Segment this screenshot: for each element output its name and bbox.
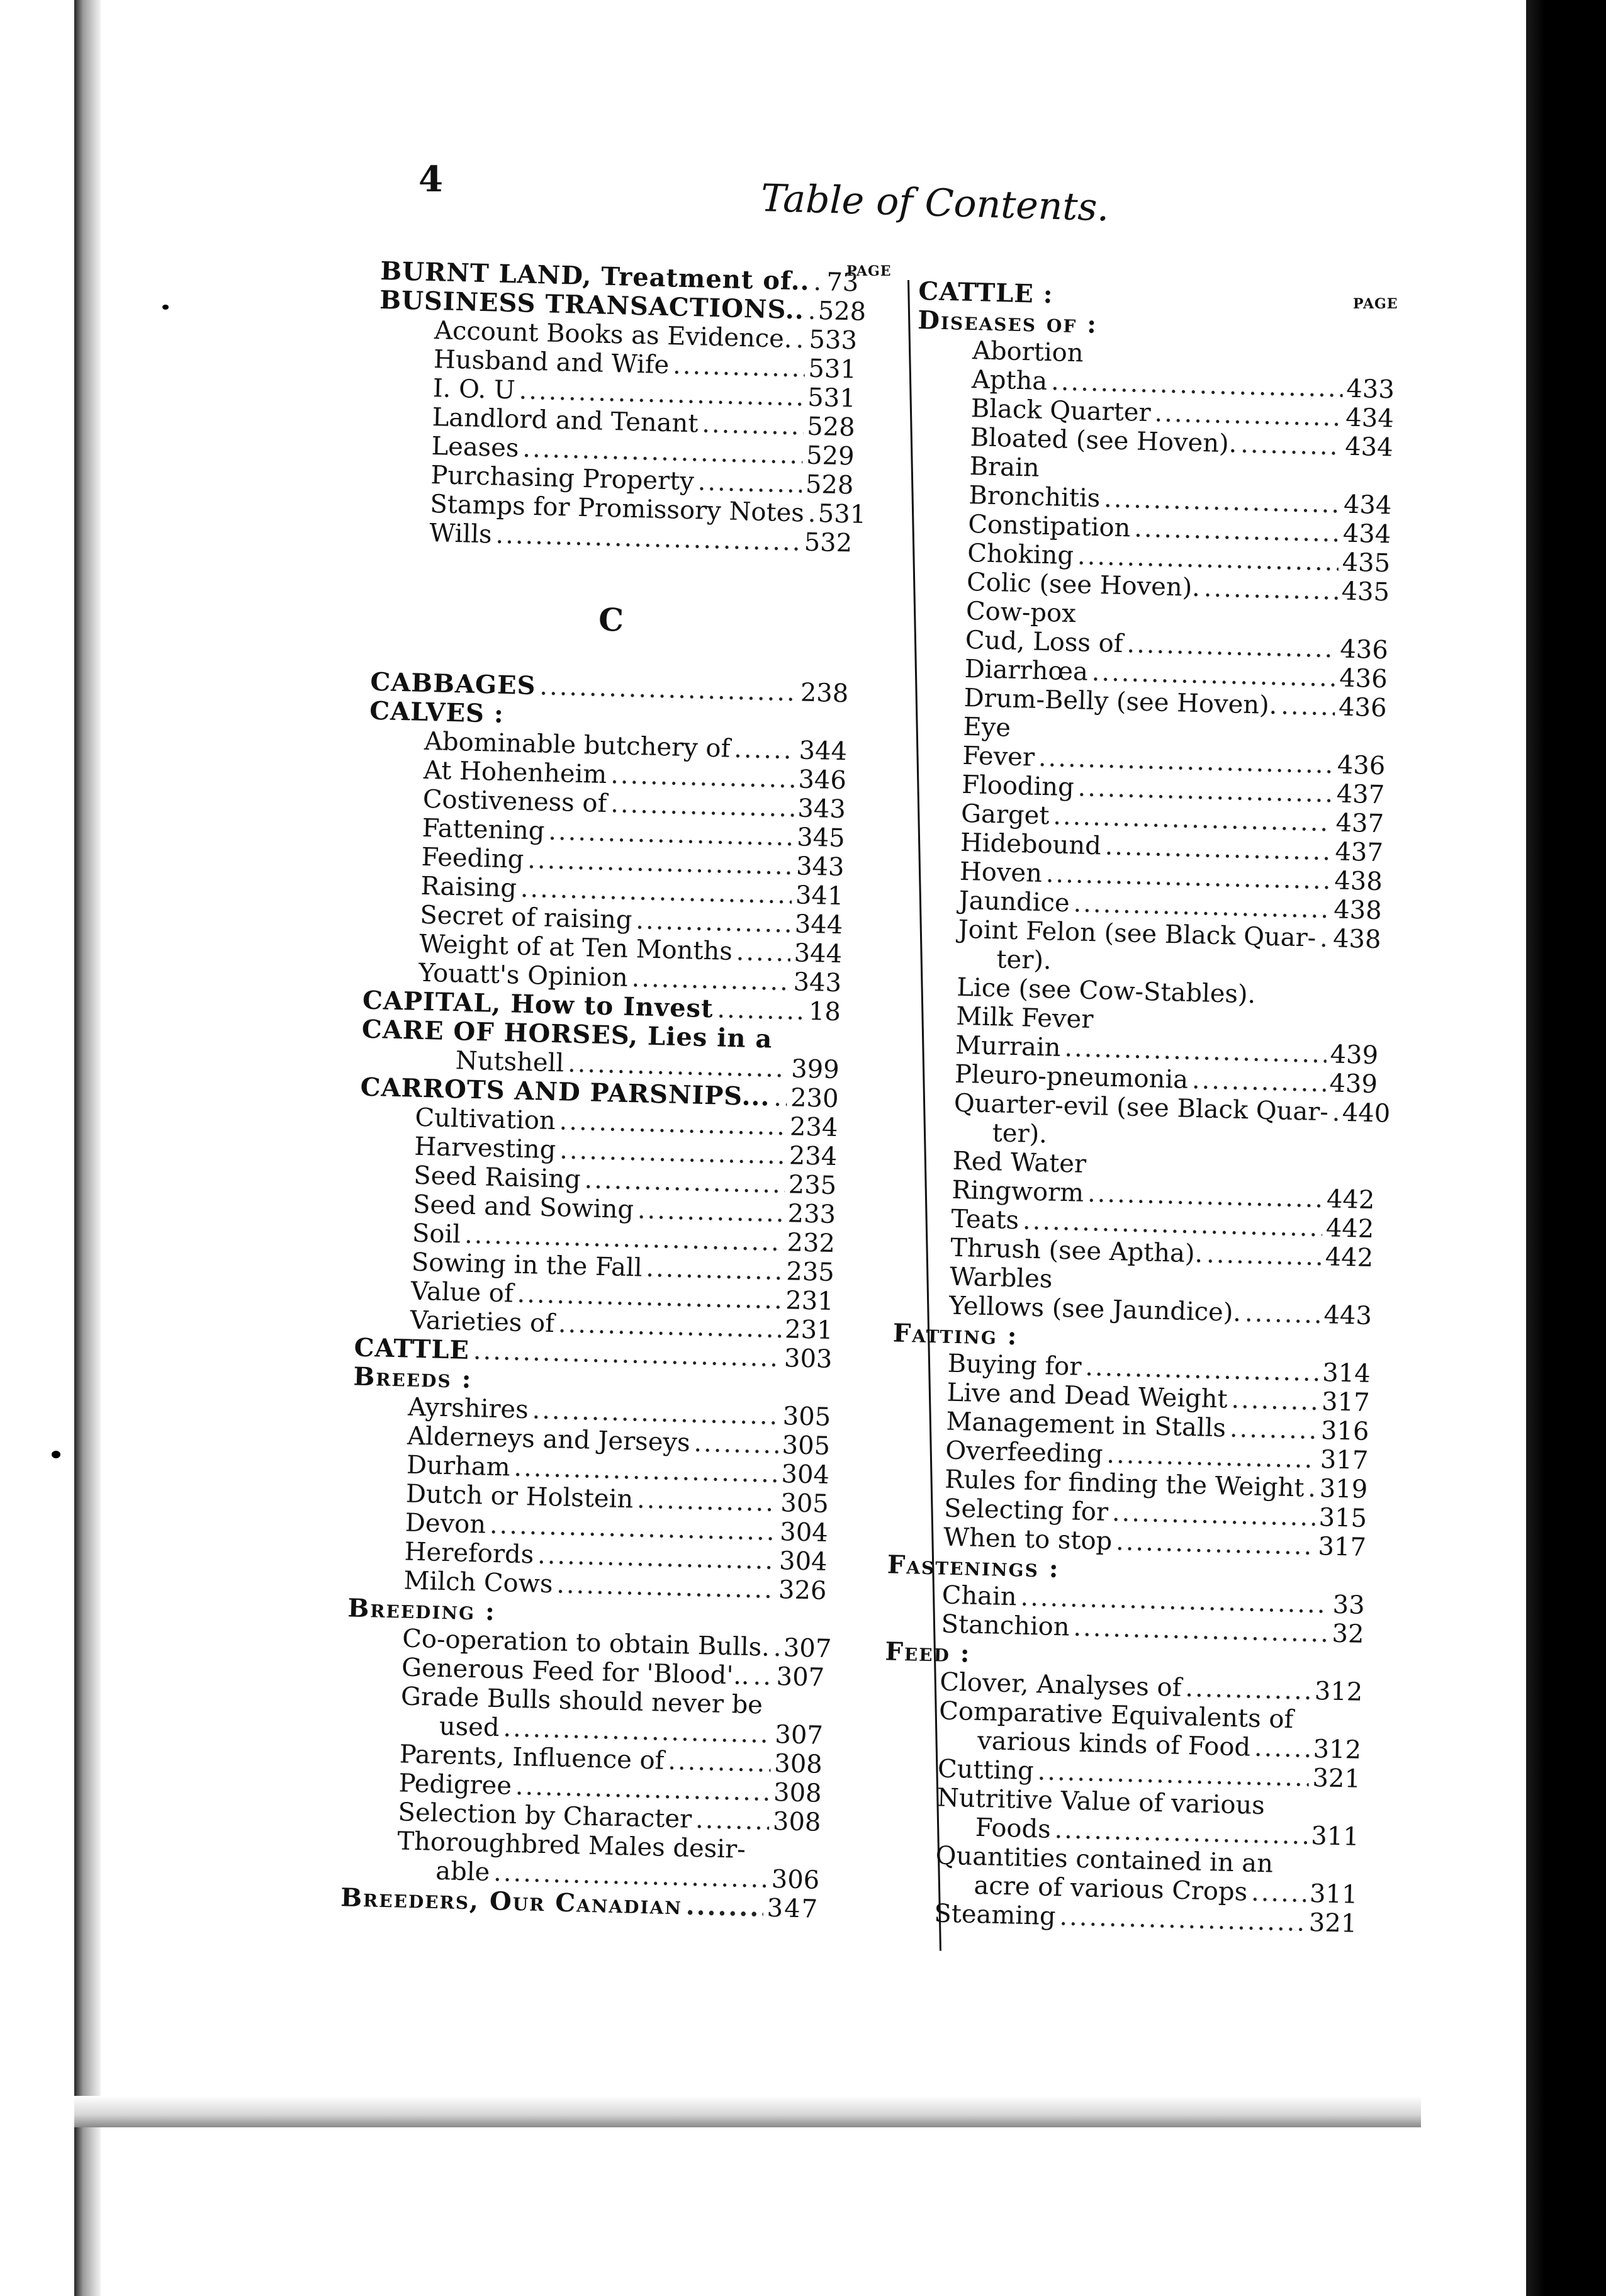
toc-page-number: 433	[1345, 374, 1395, 405]
toc-dot-leader	[807, 499, 814, 528]
toc-entry-title: Eye	[962, 712, 1011, 743]
toc-entry-title: Nutshell	[455, 1046, 564, 1078]
toc-entry-title: Yellows (see Jaundice).	[948, 1291, 1242, 1327]
toc-entry-title: Thoroughbred Males desir-	[396, 1826, 746, 1864]
toc-page-number: 308	[773, 1777, 823, 1808]
toc-page-number: 440	[1342, 1098, 1391, 1128]
toc-page-number: 304	[778, 1546, 828, 1577]
toc-entry-title: Stanchion	[941, 1609, 1070, 1642]
toc-entry-title: various kinds of Food	[977, 1726, 1251, 1762]
toc-dot-leader	[1059, 1902, 1306, 1937]
toc-entry-title: Abortion	[972, 336, 1084, 368]
toc-dot-leader	[1320, 924, 1330, 953]
toc-page-number: 344	[794, 909, 843, 940]
toc-page-number: 443	[1323, 1300, 1373, 1331]
toc-right-column	[879, 277, 1397, 1939]
toc-dot-leader	[717, 994, 806, 1025]
scan-speck	[162, 305, 169, 310]
toc-entry-title: Steaming	[933, 1899, 1057, 1932]
toc-dot-leader	[1111, 1498, 1315, 1532]
toc-entry-title: Landlord and Tenant	[432, 403, 699, 439]
toc-entry-title: Bloated (see Hoven).	[970, 423, 1237, 459]
toc-dot-leader	[637, 1195, 784, 1228]
toc-entry-title: Cutting	[937, 1754, 1035, 1786]
toc-entry-title: Account Books as Evidence.	[434, 316, 793, 354]
toc-dot-leader	[1281, 691, 1335, 721]
toc-entry-title: Foods	[975, 1813, 1052, 1844]
toc-group-c	[340, 668, 849, 1924]
toc-page-number: 528	[806, 412, 856, 442]
toc-entry-title: Red Water	[952, 1146, 1087, 1179]
page-column-label-left: PAGE	[846, 263, 892, 279]
toc-dot-leader	[668, 1747, 771, 1778]
toc-dot-leader	[1206, 1240, 1322, 1271]
toc-entry-title: Aptha	[971, 365, 1048, 397]
toc-dot-leader	[1251, 1878, 1306, 1908]
toc-entry-title: Cow-pox	[965, 596, 1077, 629]
toc-entry-title: Soil	[412, 1218, 461, 1249]
toc-page-number: 442	[1325, 1242, 1374, 1273]
toc-entry-title: ter).	[996, 945, 1052, 976]
toc-entry-title: Youatt's Opinion	[418, 958, 629, 993]
toc-dot-leader	[773, 1633, 780, 1662]
toc-entry-title: Bronchitis	[968, 481, 1101, 514]
toc-entry-title: Weight of at Ten Months	[418, 929, 733, 966]
toc-page-number: 230	[790, 1083, 840, 1114]
toc-dot-leader	[736, 937, 790, 967]
toc-page-number: 438	[1334, 866, 1383, 897]
toc-dot-leader	[636, 906, 792, 938]
toc-page-number: 434	[1345, 403, 1395, 434]
scan-left-edge	[74, 0, 101, 2296]
toc-page-number: 312	[1314, 1677, 1363, 1707]
toc-page-number: 305	[782, 1402, 831, 1432]
toc-entry-title: Stamps for Promissory Notes	[429, 490, 805, 528]
toc-entry-title: Costiveness of	[422, 784, 607, 819]
toc-entry-title: Milk Fever	[955, 1001, 1094, 1035]
toc-page-number: 436	[1339, 634, 1389, 665]
page-column-label-right: PAGE	[1353, 296, 1398, 312]
toc-page-number: 435	[1341, 577, 1390, 607]
toc-entry-title: Brain	[969, 452, 1040, 483]
toc-entry-title: Milch Cows	[403, 1566, 553, 1599]
toc-dot-leader	[584, 1165, 785, 1199]
toc-page-number: 308	[772, 1806, 821, 1837]
toc-page-number: 231	[784, 1315, 834, 1346]
toc-page-number: 238	[800, 678, 849, 709]
toc-entry-title: able	[435, 1856, 490, 1887]
toc-entry-title: Varieties of	[410, 1305, 555, 1339]
toc-entry-title: used	[439, 1711, 500, 1743]
page-number: 4	[418, 159, 443, 200]
toc-entry-title: Seed Raising	[413, 1161, 581, 1195]
toc-page-number: 33	[1332, 1590, 1366, 1620]
toc-page-number: 442	[1326, 1185, 1375, 1215]
toc-dot-leader	[1191, 1066, 1326, 1098]
toc-entry-title: Breeders, Our Canadian	[340, 1882, 683, 1921]
toc-page-number: 317	[1320, 1445, 1369, 1476]
toc-dot-leader	[1073, 1613, 1328, 1648]
toc-page-number: 312	[1313, 1735, 1362, 1765]
toc-entry-title: Pedigree	[398, 1769, 512, 1801]
toc-page-number: 317	[1321, 1387, 1371, 1418]
toc-entry-title: Quarter-evil (see Black Quar-	[953, 1088, 1329, 1127]
toc-page-number: 528	[805, 470, 854, 500]
toc-entry-title: Nutritive Value of various	[936, 1783, 1266, 1821]
toc-page-number: 321	[1308, 1908, 1357, 1939]
toc-entry-title: Durham	[406, 1450, 511, 1482]
toc-page-number: 532	[804, 527, 853, 558]
toc-entry-title: Generous Feed for 'Blood'..	[401, 1653, 750, 1691]
toc-page-number: 347	[766, 1893, 819, 1924]
toc-entry-title: At Hohenheim	[423, 755, 607, 790]
toc-entry-title: Selection by Character	[398, 1798, 692, 1834]
toc-entry-title: CALVES :	[369, 695, 505, 729]
toc-dot-leader	[685, 1892, 763, 1923]
toc-page-number: 434	[1344, 432, 1394, 463]
toc-entry-title: Raising	[420, 871, 517, 903]
toc-entry-title: Cud, Loss of	[965, 625, 1124, 659]
toc-dot-leader	[646, 1254, 783, 1286]
toc-entry-title: Teats	[950, 1204, 1019, 1235]
toc-entry-title: Quantities contained in an	[935, 1841, 1274, 1879]
toc-page-number: 315	[1318, 1503, 1367, 1533]
toc-page-number: 321	[1311, 1764, 1361, 1794]
toc-entry-title: Ayrshires	[407, 1392, 529, 1425]
toc-entry-title: Fastenings :	[887, 1550, 1060, 1584]
toc-page-number: 326	[778, 1575, 827, 1606]
toc-entry-title: Alderneys and Jerseys	[407, 1421, 691, 1458]
toc-entry-title: Hidebound	[960, 828, 1102, 861]
page-title: Table of Contents.	[760, 176, 1110, 230]
toc-dot-leader	[694, 1429, 778, 1460]
toc-page-number: 311	[1309, 1879, 1358, 1910]
toc-page-number: 345	[796, 823, 846, 853]
toc-page-number: 531	[807, 383, 856, 414]
toc-page-number: 344	[799, 736, 848, 767]
toc-page-number: 308	[773, 1748, 823, 1779]
toc-entry-title: Live and Dead Weight	[946, 1378, 1228, 1414]
toc-page-number: 304	[779, 1517, 829, 1548]
toc-page-number: 346	[797, 765, 847, 796]
toc-entry-title: Value of	[410, 1276, 514, 1308]
toc-page-number: 234	[789, 1141, 838, 1172]
toc-group-b	[374, 256, 867, 558]
toc-entry-title: Parents, Influence of	[399, 1740, 665, 1775]
toc-entry-title: Feed :	[885, 1636, 972, 1669]
toc-entry-title: Diseases of :	[917, 305, 1098, 339]
toc-dot-leader	[1332, 1098, 1339, 1127]
toc-page-number: 307	[776, 1662, 825, 1692]
toc-entry-title: Wills	[429, 519, 493, 549]
toc-entry-title: Constipation	[967, 510, 1131, 543]
toc-page-number: 438	[1332, 924, 1382, 955]
toc-page-number: 437	[1335, 808, 1384, 839]
toc-entry-title: Management in Stalls	[946, 1407, 1227, 1443]
toc-entry-title: Feeding	[421, 842, 524, 874]
scan-bottom-edge	[74, 2096, 1421, 2127]
toc-page-number: 531	[817, 499, 867, 529]
toc-page-number: 234	[789, 1112, 838, 1143]
toc-entry-title: Herefords	[404, 1537, 534, 1570]
toc-page-number: 434	[1342, 519, 1391, 549]
toc-entry-title: Abominable butchery of	[424, 726, 731, 763]
toc-entry-title: CARROTS AND PARSNIPS...	[360, 1072, 771, 1112]
toc-dot-leader	[813, 267, 823, 296]
toc-page-number: 434	[1343, 490, 1392, 521]
toc-page-number: 73	[826, 267, 859, 298]
toc-page-number: 306	[771, 1864, 820, 1895]
toc-entry-title: Secret of raising	[419, 900, 633, 935]
toc-page-number: 314	[1322, 1358, 1371, 1389]
toc-entry-title: Grade Bulls should never be	[400, 1682, 763, 1720]
toc-page-number: 435	[1342, 548, 1391, 578]
toc-entry-title: Cultivation	[415, 1103, 556, 1136]
toc-page-number: 317	[1317, 1532, 1367, 1562]
toc-dot-leader	[631, 964, 790, 996]
toc-entry-title: Pleuro-pneumonia	[954, 1059, 1189, 1095]
toc-entry-title: Fattening	[422, 813, 545, 846]
scan-right-edge	[1526, 0, 1606, 2296]
toc-entry-title: Overfeeding	[945, 1436, 1104, 1469]
toc-page-number: 528	[817, 296, 867, 327]
toc-dot-leader	[1254, 1733, 1310, 1764]
toc-page-number: 319	[1319, 1474, 1368, 1504]
toc-page-number: 529	[806, 441, 855, 471]
toc-group-cattle-continued	[879, 277, 1397, 1939]
toc-entry-title: Diarrhœa	[964, 654, 1089, 687]
toc-entry-title: CAPITAL, How to Invest	[362, 985, 714, 1024]
toc-dot-leader	[1203, 573, 1338, 605]
toc-page-number: 307	[774, 1720, 824, 1750]
toc-dot-leader	[1240, 430, 1342, 461]
toc-entry-title: ter).	[992, 1118, 1048, 1149]
toc-page-number: 438	[1333, 895, 1383, 926]
section-letter: C	[598, 600, 624, 639]
toc-entry-title: BUSINESS TRANSACTIONS..	[379, 284, 805, 325]
toc-entry-title: Thrush (see Aptha).	[950, 1233, 1203, 1269]
toc-dot-leader	[753, 1662, 773, 1691]
toc-dot-leader	[1116, 1527, 1315, 1561]
toc-dot-leader	[1185, 1674, 1311, 1706]
toc-dot-leader	[637, 1485, 777, 1517]
toc-entry-title: Co-operation to obtain Bulls.	[402, 1624, 770, 1662]
toc-entry-title: Comparative Equivalents of	[938, 1696, 1294, 1735]
toc-entry-title: Selecting for	[943, 1494, 1109, 1527]
toc-entry-title: Husband and Wife	[433, 345, 670, 380]
toc-entry-title: acre of various Crops	[974, 1871, 1248, 1907]
toc-entry-title: Chain	[941, 1580, 1018, 1612]
toc-entry-title: Leases	[431, 432, 520, 463]
toc-page-number: 437	[1336, 779, 1385, 810]
toc-entry-title: Sowing in the Fall	[411, 1247, 643, 1283]
toc-entry-title: Fatting :	[892, 1318, 1019, 1351]
toc-page-number: 436	[1339, 663, 1388, 694]
toc-dot-leader	[1126, 629, 1337, 663]
toc-dot-leader	[773, 1083, 787, 1112]
toc-page-number: 231	[785, 1286, 834, 1317]
toc-entry-title: Jaundice	[958, 886, 1070, 918]
toc-page-number: 18	[808, 996, 841, 1027]
toc-entry-title: Rules for finding the Weight	[944, 1465, 1305, 1503]
toc-entry-title: Warbles	[949, 1262, 1053, 1294]
toc-page-number: 442	[1325, 1213, 1374, 1244]
toc-entry-title: I. O. U	[432, 374, 516, 405]
toc-page-number: 232	[787, 1228, 836, 1259]
toc-page-number: 533	[809, 325, 858, 356]
toc-entry-title: Black Quarter	[970, 394, 1152, 428]
toc-entry-title: Lice (see Cow-Stables).	[956, 972, 1256, 1010]
toc-page-number: 316	[1320, 1416, 1369, 1447]
toc-page-number: 341	[795, 881, 844, 911]
toc-page-number: 304	[781, 1460, 830, 1490]
toc-entry-title: Murrain	[955, 1030, 1062, 1062]
toc-entry-title: Clover, Analyses of	[939, 1667, 1182, 1702]
toc-page-number: 436	[1338, 692, 1388, 723]
toc-entry-title: CARE OF HORSES, Lies in a	[361, 1014, 773, 1054]
toc-page-number: 305	[782, 1431, 831, 1461]
toc-entry-title: CATTLE	[354, 1332, 470, 1365]
toc-left-column	[340, 256, 867, 1924]
toc-dot-leader	[610, 760, 795, 794]
toc-page-number: 303	[783, 1344, 833, 1375]
toc-dot-leader	[702, 410, 804, 441]
toc-dot-leader	[1231, 1385, 1318, 1416]
toc-page-number: 343	[793, 967, 842, 998]
toc-entry-title: Colic (see Hoven).	[966, 568, 1201, 603]
toc-page-number: 32	[1332, 1619, 1365, 1649]
toc-page-number: 233	[787, 1199, 836, 1230]
toc-entry-title: CABBAGES	[369, 667, 537, 701]
toc-page-number: 235	[785, 1257, 835, 1288]
toc-page-number: 343	[797, 794, 846, 824]
toc-entry-title: Drum-Belly (see Hoven).	[963, 683, 1278, 721]
toc-entry-title: Choking	[967, 539, 1074, 571]
toc-page-number: 305	[780, 1488, 829, 1519]
toc-entry-title: Joint Felon (see Black Quar-	[958, 914, 1317, 953]
toc-dot-leader	[734, 734, 795, 765]
toc-entry-title: Harvesting	[413, 1132, 556, 1165]
toc-dot-leader	[1134, 514, 1340, 548]
toc-entry-title: Flooding	[961, 770, 1075, 802]
toc-dot-leader	[1106, 1440, 1317, 1474]
toc-entry-title: CATTLE :	[918, 276, 1054, 310]
toc-page-number: 399	[790, 1054, 840, 1085]
toc-page-number: 436	[1337, 750, 1386, 781]
toc-entry-title: Garget	[960, 799, 1050, 831]
toc-entry-title: Breeds :	[352, 1361, 473, 1395]
toc-page-number: 344	[794, 938, 843, 969]
toc-dot-leader	[697, 467, 802, 498]
toc-dot-leader	[1245, 1298, 1321, 1329]
toc-entry-title: Seed and Sowing	[412, 1190, 634, 1225]
toc-entry-title: BURNT LAND, Treatment of..	[379, 256, 811, 296]
toc-dot-leader	[673, 351, 805, 383]
toc-entry-title: Dutch or Holstein	[405, 1479, 634, 1514]
toc-page-number: 531	[807, 354, 857, 385]
toc-page-number: 307	[783, 1633, 832, 1664]
toc-page-number: 343	[795, 852, 845, 882]
scan-speck	[52, 1451, 60, 1458]
toc-entry-title: Buying for	[947, 1349, 1082, 1382]
toc-entry-title: When to stop	[943, 1522, 1113, 1556]
toc-dot-leader	[610, 789, 794, 823]
toc-page-number: 439	[1330, 1040, 1379, 1071]
toc-page-number: 439	[1328, 1069, 1378, 1100]
toc-dot-leader	[1229, 1414, 1317, 1445]
toc-dot-leader	[695, 1805, 770, 1836]
toc-entry-title: Fever	[962, 741, 1035, 772]
toc-dot-leader	[1308, 1474, 1317, 1503]
toc-dot-leader	[1154, 398, 1342, 432]
toc-entry-title: Devon	[405, 1508, 486, 1539]
toc-dot-leader	[556, 1570, 775, 1604]
toc-entry-title: Hoven	[959, 857, 1043, 889]
toc-entry-title: Breeding :	[347, 1593, 497, 1627]
toc-entry-title: Purchasing Property	[430, 461, 695, 497]
toc-dot-leader	[807, 296, 814, 325]
toc-page-number: 437	[1334, 837, 1384, 868]
toc-page-number: 311	[1310, 1821, 1360, 1852]
toc-page-number: 235	[788, 1170, 837, 1201]
toc-entry-title: Ringworm	[952, 1175, 1084, 1208]
toc-dot-leader	[795, 325, 806, 354]
